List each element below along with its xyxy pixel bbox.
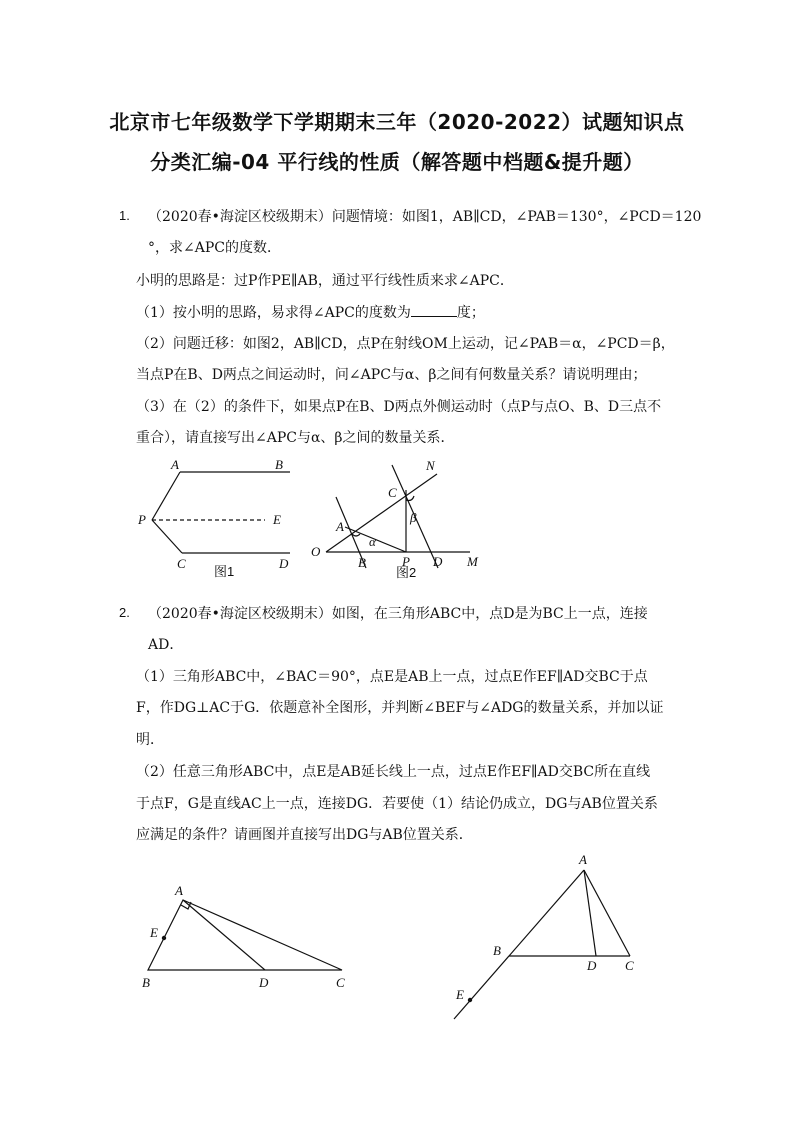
q2-text-line4: F，作DG⊥AC于G．依题意补全图形，并判断∠BEF与∠ADG的数量关系，并加以证 xyxy=(136,700,664,716)
fig2-label-n: N xyxy=(426,458,435,473)
fig2-label-a: A xyxy=(336,519,344,534)
q1-part1-text: （1）按小明的思路，易求得∠APC的度数为 xyxy=(136,305,411,321)
fig3-label-d: D xyxy=(259,975,269,990)
page-title-line2: 分类汇编-04 平行线的性质（解答题中档题&提升题） xyxy=(150,150,644,174)
fig4-label-b: B xyxy=(493,943,501,958)
fig3-label-a: A xyxy=(175,883,183,898)
q1-number: 1. xyxy=(119,208,130,223)
fig2-caption: 图2 xyxy=(396,565,417,580)
fig4-label-e: E xyxy=(456,987,464,1002)
fig2-label-b: B xyxy=(358,555,366,570)
fig4-line-ac xyxy=(584,870,630,956)
fig1-label-c: C xyxy=(177,556,186,571)
q2-text-line1: （2020春•海淀区校级期末）如图，在三角形ABC中，点D是为BC上一点，连接 xyxy=(148,606,648,622)
page-title-line1: 北京市七年级数学下学期期末三年（2020-2022）试题知识点 xyxy=(109,110,685,134)
q1-text-line8: 重合），请直接写出∠APC与α、β之间的数量关系． xyxy=(136,430,455,446)
fig4-point-e xyxy=(468,998,472,1002)
fig1-label-d: D xyxy=(279,556,289,571)
q1-text-line5: （2）问题迁移：如图2，AB∥CD，点P在射线OM上运动，记∠PAB＝α，∠PCD＝β， xyxy=(136,336,675,352)
fig3-label-b: B xyxy=(142,975,150,990)
q2-text-line3: （1）三角形ABC中，∠BAC＝90°，点E是AB上一点，过点E作EF∥AD交BC于点 xyxy=(136,669,648,685)
q1-text-line6: 当点P在B、D两点之间运动时，问∠APC与α、β之间有何数量关系？请说明理由； xyxy=(136,367,647,383)
q2-text-line7: 于点F，G是直线AC上一点，连接DG．若要使（1）结论仍成立，DG与AB位置关系 xyxy=(136,796,658,812)
q2-text-line6: （2）任意三角形ABC中，点E是AB延长线上一点，过点E作EF∥AD交BC所在直线 xyxy=(136,764,651,780)
fig2-label-d: D xyxy=(433,554,443,569)
q1-text-line3: 小明的思路是：过P作PE∥AB，通过平行线性质来求∠APC． xyxy=(136,273,514,289)
q1-text-line7: （3）在（2）的条件下，如果点P在B、D两点外侧运动时（点P与点O、B、D三点不 xyxy=(136,399,662,415)
fig2-label-p: P xyxy=(402,554,410,569)
q2-text-line5: 明． xyxy=(136,732,164,748)
q2-text-line2: AD． xyxy=(148,637,184,653)
q2-number: 2. xyxy=(119,605,130,620)
fig2-label-alpha: α xyxy=(369,534,376,549)
fig4-line-ae xyxy=(454,870,584,1019)
fig2-label-beta: β xyxy=(410,510,417,525)
fig1-label-p: P xyxy=(138,512,146,527)
fig1-label-e: E xyxy=(273,512,281,527)
fig4-label-c: C xyxy=(625,958,634,973)
q2-text-line8: 应满足的条件？请画图并直接写出DG与AB位置关系． xyxy=(136,827,473,843)
fig2-label-m: M xyxy=(467,554,478,569)
fig4-label-d: D xyxy=(587,958,597,973)
fig4-line-ad xyxy=(584,870,596,956)
fig1-label-a: A xyxy=(171,457,179,472)
fig3-label-e: E xyxy=(150,925,158,940)
fig1-label-b: B xyxy=(275,457,283,472)
fig4-label-a: A xyxy=(579,852,587,867)
q1-text-line1: （2020春•海淀区校级期末）问题情境：如图1，AB∥CD，∠PAB＝130°，∠PCD＝120 xyxy=(148,209,702,225)
fig2-label-c: C xyxy=(388,485,397,500)
q1-part1-unit: 度； xyxy=(456,305,485,321)
fig1-caption: 图1 xyxy=(214,564,235,579)
fig2-label-o: O xyxy=(311,544,321,559)
q1-text-line2: °，求∠APC的度数． xyxy=(148,240,281,256)
fig3-label-c: C xyxy=(336,975,345,990)
